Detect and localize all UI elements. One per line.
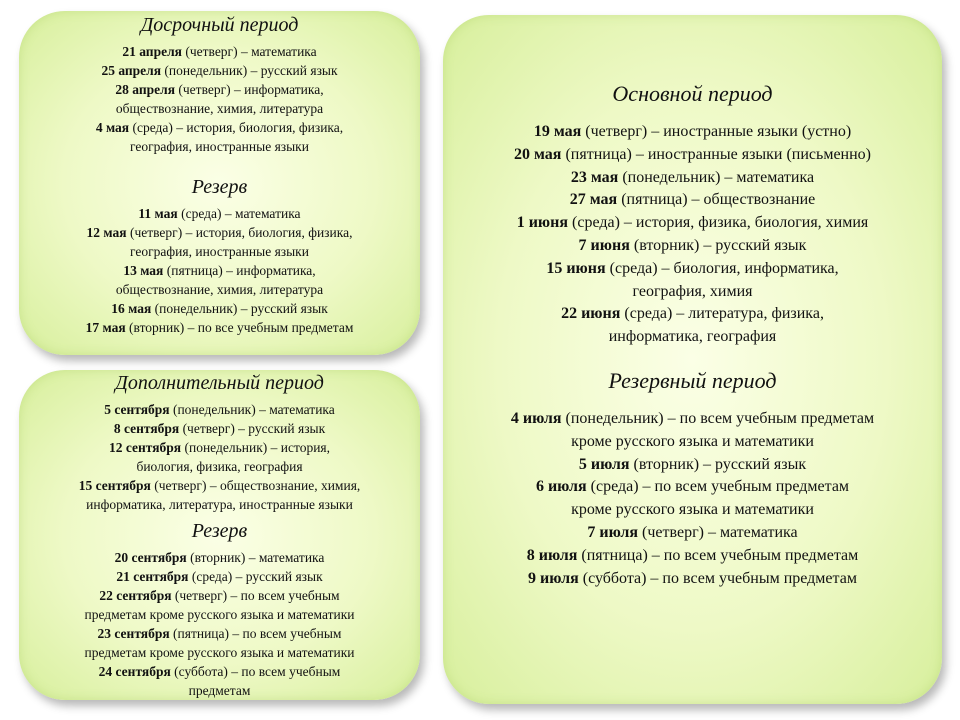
schedule-line	[19, 681, 420, 700]
schedule-date: 7 июня	[578, 236, 630, 254]
schedule-line	[19, 567, 420, 586]
schedule-subjects: (понедельник) – математика	[618, 168, 815, 186]
schedule-subjects: (среда) – история, физика, биология, химия	[568, 214, 869, 232]
early-reserve-title: Резерв	[191, 176, 248, 198]
schedule-subjects: (среда) – история, биология, физика,	[129, 120, 344, 135]
schedule-subjects: (понедельник) – русский язык	[151, 301, 328, 316]
schedule-line	[443, 545, 942, 568]
schedule-subjects: (четверг) – иностранные языки (устно)	[581, 123, 852, 140]
schedule-line	[19, 586, 420, 605]
schedule-date: 6 июля	[535, 478, 587, 496]
additional-period-list	[19, 400, 420, 514]
schedule-line	[19, 624, 420, 643]
schedule-subjects: география, химия	[632, 282, 753, 300]
schedule-line	[19, 99, 420, 118]
schedule-line	[443, 303, 942, 326]
schedule-line	[19, 61, 420, 80]
schedule-subjects: (четверг) – математика	[638, 523, 798, 541]
schedule-line	[19, 204, 420, 223]
additional-reserve-title: Резерв	[191, 520, 248, 542]
schedule-date: 4 мая	[95, 120, 130, 135]
schedule-subjects: обществознание, химия, литература	[115, 282, 324, 297]
schedule-date: 13 мая	[123, 263, 164, 278]
schedule-line	[19, 242, 420, 261]
schedule-line	[19, 80, 420, 99]
schedule-date: 24 сентября	[98, 664, 171, 679]
schedule-line	[19, 438, 420, 457]
schedule-subjects: (пятница) – обществознание	[617, 191, 816, 209]
schedule-subjects: (среда) – математика	[177, 206, 301, 221]
schedule-subjects: (четверг) – информатика,	[175, 82, 324, 97]
additional-period-title: Дополнительный период	[115, 372, 324, 394]
schedule-date: 21 апреля	[122, 44, 182, 59]
schedule-date: 7 июля	[587, 523, 639, 541]
schedule-line	[19, 643, 420, 662]
additional-reserve-list	[19, 548, 420, 700]
schedule-date: 28 апреля	[115, 82, 176, 97]
schedule-subjects: (вторник) – русский язык	[629, 455, 807, 473]
main-period-list	[443, 121, 942, 349]
schedule-date: 9 июля	[528, 569, 579, 587]
schedule-date: 8 сентября	[113, 421, 180, 436]
schedule-subjects: кроме русского языка и математики	[571, 501, 814, 519]
schedule-date: 12 сентября	[108, 440, 182, 455]
schedule-subjects: (понедельник) – математика	[169, 402, 335, 417]
schedule-subjects: (пятница) – информатика,	[163, 263, 316, 278]
schedule-subjects: (понедельник) – по всем учебным предметам	[561, 409, 875, 427]
schedule-line	[19, 605, 420, 624]
schedule-line	[19, 419, 420, 438]
schedule-subjects: география, иностранные языки	[130, 139, 309, 154]
schedule-date: 27 мая	[569, 191, 618, 209]
main-period-panel	[443, 15, 942, 704]
schedule-line	[19, 476, 420, 495]
schedule-line	[443, 212, 942, 235]
schedule-subjects: биология, физика, география	[136, 459, 303, 474]
schedule-subjects: (вторник) – математика	[186, 550, 325, 565]
schedule-date: 23 мая	[570, 168, 619, 186]
reserve-period-title: Резервный период	[608, 367, 777, 393]
schedule-subjects: информатика, география	[608, 328, 777, 346]
early-period-panel	[19, 11, 420, 355]
schedule-line	[19, 318, 420, 337]
schedule-line	[19, 261, 420, 280]
schedule-line	[19, 223, 420, 242]
schedule-line	[443, 476, 942, 499]
schedule-line	[443, 235, 942, 258]
schedule-line	[443, 144, 942, 167]
schedule-subjects: кроме русского языка и математики	[571, 432, 814, 450]
schedule-date: 20 мая	[514, 145, 562, 163]
schedule-date: 19 мая	[533, 123, 582, 140]
schedule-subjects: предметам кроме русского языка и математики	[84, 645, 355, 660]
schedule-line	[443, 454, 942, 477]
schedule-subjects: (среда) – по всем учебным предметам	[586, 478, 850, 496]
schedule-subjects: информатика, литература, иностранные языки	[86, 497, 353, 512]
main-period-title: Основной период	[612, 81, 773, 106]
schedule-subjects: (пятница) – иностранные языки (письменно)	[561, 145, 871, 163]
schedule-date: 11 мая	[138, 206, 178, 221]
schedule-subjects: (четверг) – обществознание, химия,	[150, 478, 361, 493]
schedule-line	[19, 548, 420, 567]
early-period-list	[19, 42, 420, 156]
schedule-line	[443, 431, 942, 454]
schedule-subjects: (пятница) – по всем учебным предметам	[577, 546, 859, 564]
schedule-line	[443, 281, 942, 304]
reserve-period-list	[443, 408, 942, 590]
schedule-line	[443, 499, 942, 522]
schedule-date: 17 мая	[85, 320, 126, 335]
schedule-date: 5 июля	[578, 455, 630, 473]
schedule-subjects: обществознание, химия, литература	[115, 101, 324, 116]
schedule-date: 4 июля	[510, 409, 562, 427]
schedule-subjects: (четверг) – математика	[181, 44, 317, 59]
schedule-date: 23 сентября	[97, 626, 170, 641]
schedule-line	[19, 662, 420, 681]
schedule-line	[19, 118, 420, 137]
schedule-line	[19, 400, 420, 419]
schedule-line	[19, 299, 420, 318]
schedule-line	[443, 189, 942, 212]
schedule-subjects: предметам кроме русского языка и математики	[84, 607, 355, 622]
schedule-line	[443, 568, 942, 591]
schedule-subjects: (среда) – литература, физика,	[620, 305, 824, 323]
schedule-line	[443, 326, 942, 349]
additional-period-panel	[19, 370, 420, 700]
schedule-subjects: (суббота) – по всем учебным предметам	[578, 569, 857, 587]
schedule-date: 15 июня	[546, 259, 606, 277]
schedule-subjects: (четверг) – русский язык	[179, 421, 326, 436]
schedule-line	[19, 42, 420, 61]
schedule-line	[19, 280, 420, 299]
schedule-line	[19, 457, 420, 476]
schedule-date: 16 мая	[111, 301, 152, 316]
schedule-subjects: (четверг) – по всем учебным	[171, 588, 340, 603]
schedule-subjects: (вторник) – русский язык	[629, 236, 807, 254]
schedule-date: 1 июня	[516, 214, 569, 232]
schedule-subjects: (пятница) – по всем учебным	[169, 626, 342, 641]
schedule-date: 8 июля	[526, 546, 578, 564]
schedule-date: 21 сентября	[116, 569, 189, 584]
schedule-date: 25 апреля	[101, 63, 162, 78]
schedule-subjects: (четверг) – история, биология, физика,	[126, 225, 353, 240]
schedule-date: 20 сентября	[114, 550, 187, 565]
schedule-subjects: предметам	[188, 683, 251, 698]
schedule-line	[443, 522, 942, 545]
schedule-date: 22 июня	[561, 305, 621, 323]
schedule-line	[443, 408, 942, 431]
schedule-date: 12 мая	[86, 225, 127, 240]
schedule-line	[443, 167, 942, 190]
schedule-date: 15 сентября	[78, 478, 151, 493]
schedule-line	[19, 495, 420, 514]
schedule-subjects: (среда) – русский язык	[188, 569, 323, 584]
schedule-subjects: география, иностранные языки	[130, 244, 309, 259]
schedule-date: 5 сентября	[104, 402, 170, 417]
schedule-subjects: (суббота) – по всем учебным	[170, 664, 341, 679]
schedule-line	[19, 137, 420, 156]
schedule-line	[443, 121, 942, 144]
early-period-title: Досрочный период	[140, 14, 299, 36]
schedule-subjects: (вторник) – по все учебным предметам	[125, 320, 354, 335]
schedule-subjects: (понедельник) – русский язык	[161, 63, 338, 78]
schedule-line	[443, 258, 942, 281]
early-reserve-list	[19, 204, 420, 337]
schedule-date: 22 сентября	[99, 588, 172, 603]
schedule-subjects: (понедельник) – история,	[181, 440, 330, 455]
schedule-subjects: (среда) – биология, информатика,	[605, 259, 839, 277]
